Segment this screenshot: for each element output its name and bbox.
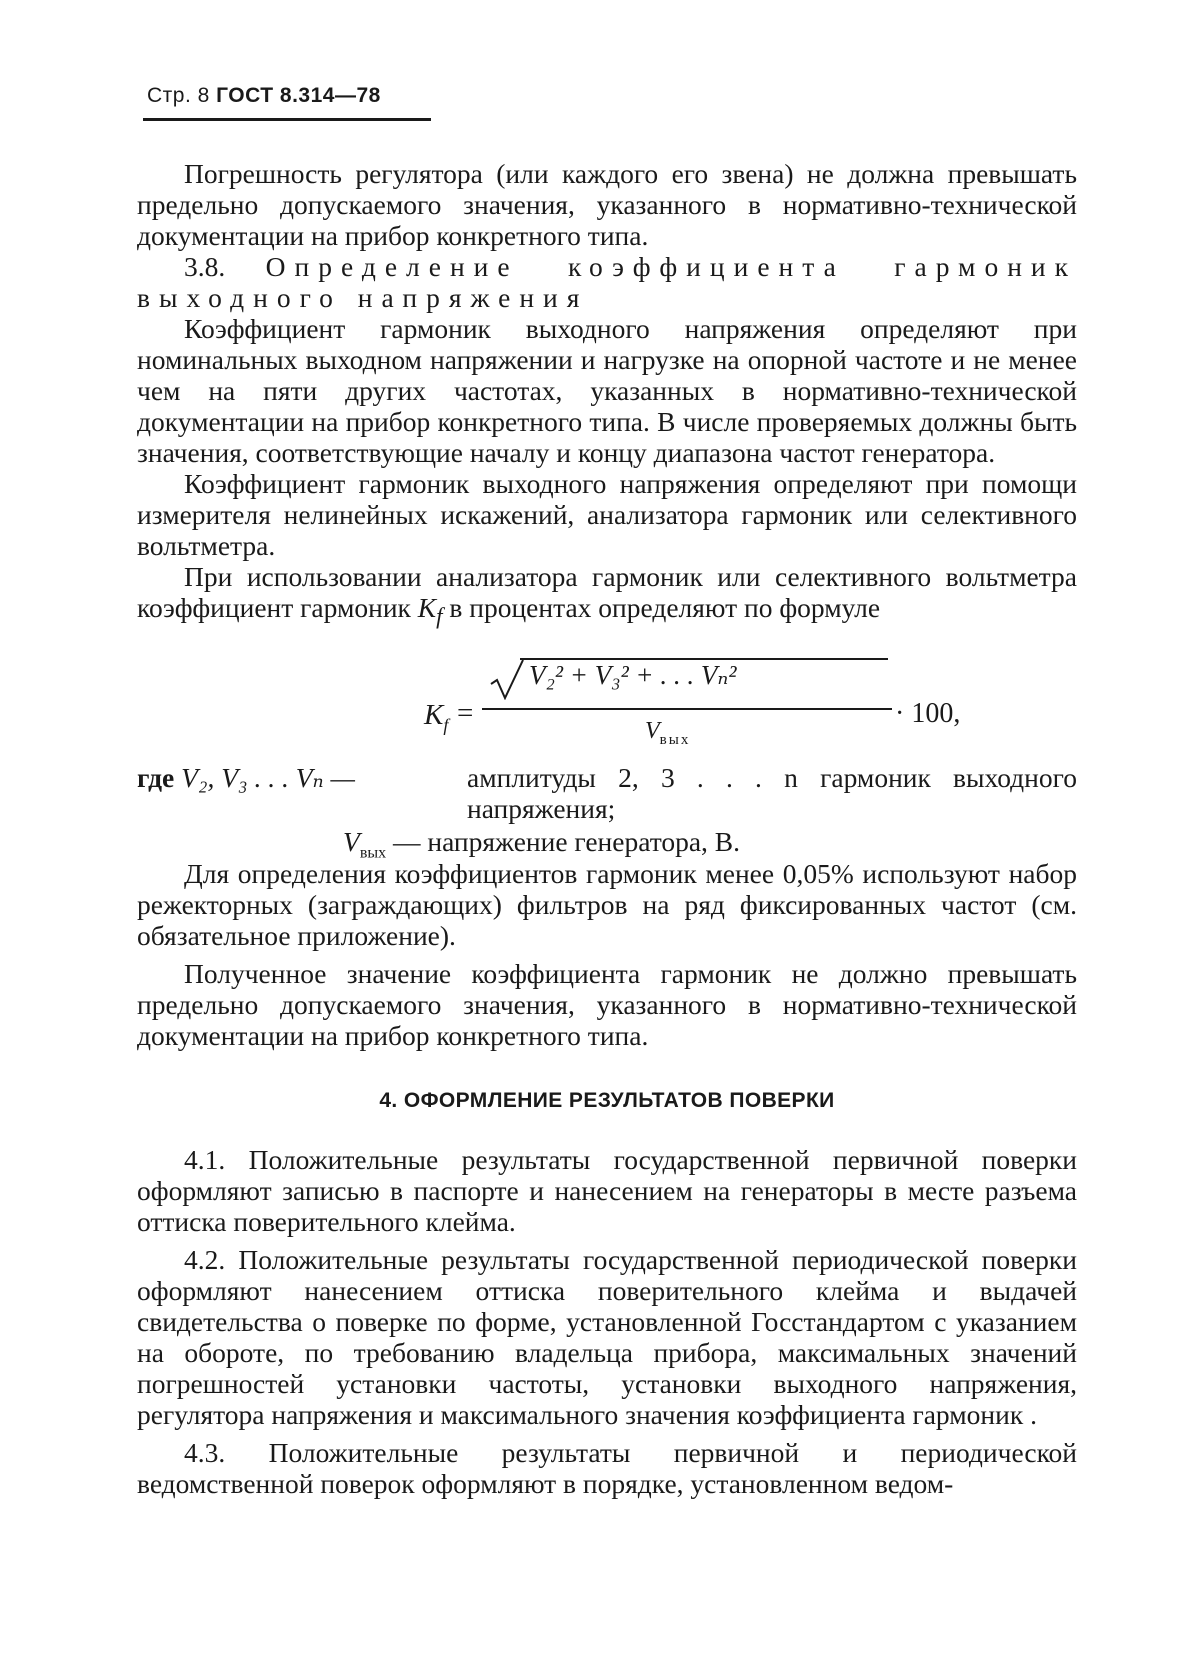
legend-desc-harmonics: амплитуды 2, 3 . . . n гармоник выходного — [467, 761, 1077, 793]
section-title: Определение коэффициента гармоник выходного напряжения — [137, 251, 1077, 313]
symbol-kf: $K_f$ — [417, 592, 443, 629]
formula-lhs: $K_f$ — [424, 698, 449, 735]
paragraph-regulator-error: Погрешность регулятора (или каждого его звена) не должна превышать предельно допускаемого значения, указанного в нормативно-технической документации на прибор конкретного типа. — [137, 158, 1077, 251]
harmonic-formula — [137, 638, 1077, 758]
paragraph-4-1: 4.1. Положительные результаты государственной первичной поверки оформляют записью в паспорте и нанесением на генераторы в месте разъема оттиска поверительного клейма. — [137, 1143, 1077, 1237]
formula-equals: = — [457, 696, 474, 729]
page-number: Стр. 8 — [147, 84, 210, 107]
formula-multiplier: · 100, — [895, 697, 961, 729]
square-root-icon — [489, 658, 525, 700]
paragraph-harmonic-conditions: Коэффициент гармоник выходного напряжения определяют при номинальных выходном напряжении и нагрузке на опорной частоте и не менее чем на пяти других частотах, указанных в нормативно-технической документации на прибор конкретного типа. В числе проверяемых должны быть значения, соответствующие началу и концу диапазона частот генератора. — [137, 313, 1077, 468]
doc-code: ГОСТ 8.314—78 — [216, 84, 381, 107]
document-body — [137, 158, 1077, 1499]
section-number: 3.8. — [184, 251, 226, 282]
legend-variables-harmonics: где V₂, V₃ . . . Vₙ — — [137, 761, 355, 793]
paragraph-notch-filters: Для определения коэффициентов гармоник менее 0,05% используют набор режекторных (заграждающих) фильтров на ряд фиксированных частот (см. обязательное приложение). — [137, 857, 1077, 951]
page-header — [147, 84, 381, 108]
formula-legend — [137, 761, 1077, 861]
paragraph-formula-intro: При использовании анализатора гармоник или селективного вольтметра коэффициент гармоник $K_f$ в процентах определяют по формуле — [137, 561, 1077, 629]
section-4-heading: 4. ОФОРМЛЕНИЕ РЕЗУЛЬТАТОВ ПОВЕРКИ — [379, 1088, 835, 1112]
paragraph-4-2: 4.2. Положительные результаты государственной периодической поверки оформляют нанесением оттиска поверительного клейма и выдачей свидетельства о поверке по форме, установленной Госстандартом с указанием на обороте, по требованию владельца прибора, максимальных значений погрешностей установки частоты, установки выходного напряжения, регулятора напряжения и максимального значения коэффициента гармоник . — [137, 1243, 1077, 1430]
paragraph-harmonic-limit: Полученное значение коэффициента гармоник не должно превышать предельно допускаемого значения, указанного в нормативно-технической документации на прибор конкретного типа. — [137, 957, 1077, 1051]
formula-denominator: $V_{вых}$ — [645, 717, 691, 748]
header-rule — [143, 118, 431, 121]
paragraph-harmonic-instruments: Коэффициент гармоник выходного напряжения определяют при помощи измерителя нелинейных искажений, анализатора гармоник или селективного вольтметра. — [137, 468, 1077, 561]
fraction-bar — [482, 708, 892, 710]
formula-numerator: V₂² + V₃² + . . . Vₙ² — [529, 659, 737, 690]
paragraph-4-3: 4.3. Положительные результаты первичной и периодической ведомственной поверок оформляют в порядке, установленном ведом- — [137, 1436, 1078, 1499]
legend-desc-harmonics-cont: напряжения; — [467, 792, 616, 824]
legend-variable-vout: $V_{вых}$ — напряжение генератора, В. — [343, 825, 741, 861]
section-3-8-heading — [137, 251, 1077, 313]
